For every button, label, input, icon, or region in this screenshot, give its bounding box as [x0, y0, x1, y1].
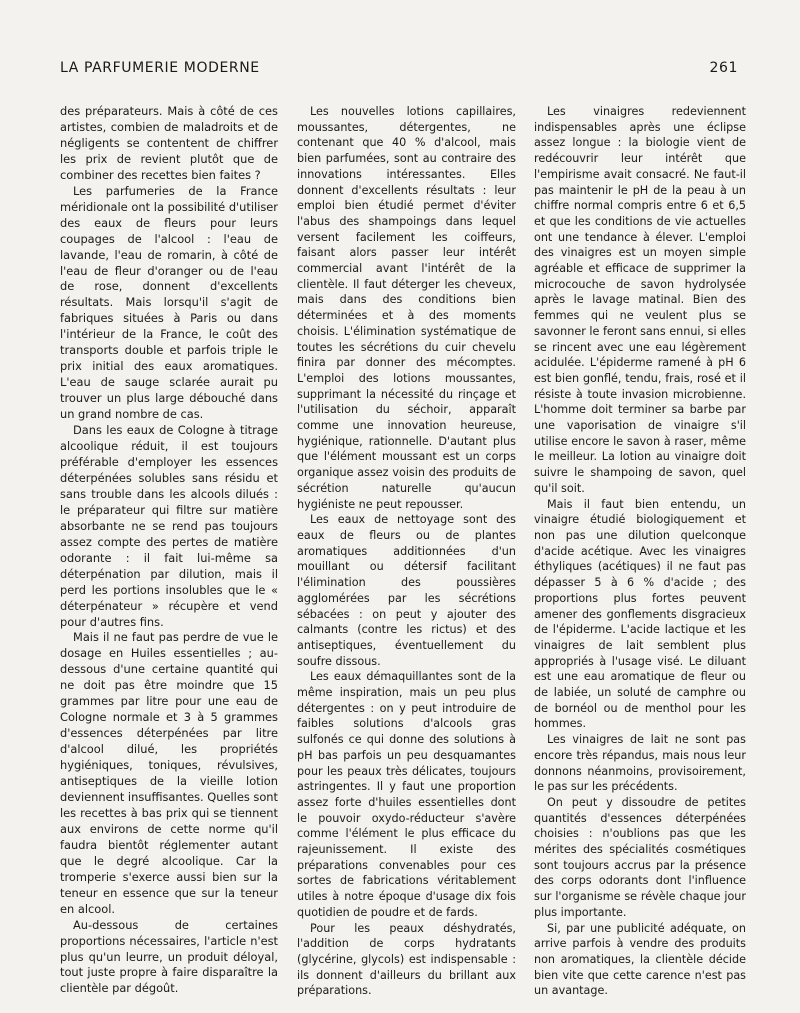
paragraph: Les vinaigres redeviennent indispensables après une éclipse assez longue : la biologie vient de redécouvrir leur intérêt que l'empirisme avait consacré. Ne faut-il pas maintenir le pH de la peau à un chiffre normal compris entre 6 et 6,5 et que les conditions de vie actuelles ont une tendance à élever. L'emploi des vinaigres est un moyen simple agréable et efficace de supprimer la microcouche de savon hydrolysée après le lavage matinal. Bien des femmes qui ne veulent plus se savonner le feront sans ennui, si elles se rincent avec une eau légèrement acidulée. L'épiderme ramené à pH 6 est bien gonflé, tendu, frais, rosé et il résiste à toute invasion microbienne. L'homme doit terminer sa barbe par une vaporisation de vinaigre s'il utilise encore le savon à raser, même le meilleur. La lotion au vinaigre doit suivre le shampoing de savon, quel qu'il soit. [534, 105, 746, 495]
paragraph: Les eaux démaquillantes sont de la même inspiration, mais un peu plus détergentes : on y peut introduire de faibles solutions d'alcools gras sulfonés ce qui donne des solutions à pH bas parfois un peu desquamantes pour les peaux très délicates, toujours astringentes. Il y faut une proportion assez forte d'huiles essentielles dont le pouvoir oxydo-réducteur s'avère comme l'élément le plus efficace du rajeunissement. Il existe des préparations convenables pour ces sortes de fabrications véritablement utiles à notre époque d'usage dix fois quotidien de poudre et de fards. [297, 670, 516, 919]
paragraph: Mais il faut bien entendu, un vinaigre étudié biologiquement et non pas une dilution quelconque d'acide acétique. Avec les vinaigres éthyliques (acétiques) il ne faut pas dépasser 5 à 6 % d'acide ; des proportions plus fortes peuvent amener des gonflements disgracieux de l'épiderme. L'acide lactique et les vinaigres de lait semblent plus appropriés à l'usage visé. Le diluant est une eau aromatique de fleur ou de labiée, un soluté de camphre ou de bornéol ou de menthol pour les hommes. [534, 497, 746, 731]
journal-title: LA PARFUMERIE MODERNE [60, 60, 260, 76]
paragraph: On peut y dissoudre de petites quantités d'essences déterpénées choisies : n'oublions pas que les mérites des spécialités cosmétiques sont toujours accrus par la présence des corps odorants dont l'influence sur l'organisme se révèle chaque jour plus importante. [534, 795, 746, 919]
paragraph: Dans les eaux de Cologne à titrage alcoolique réduit, il est toujours préférable d'employer les essences déterpénées solubles sans résidu et sans trouble dans les alcools dilués : le préparateur qui filtre sur matière absorbante ne se rend pas toujours assez compte des pertes de matière odorante : il fait lui-même sa déterpénation par dilution, mais il perd les portions insolubles que le « déterpénateur » récupère et vend pour d'autres fins. [60, 423, 278, 629]
paragraph: Les vinaigres de lait ne sont pas encore très répandus, mais nous leur donnons néanmoins, provisoirement, le pas sur les précédents. [534, 733, 746, 794]
paragraph: Les eaux de nettoyage sont des eaux de fleurs ou de plantes aromatiques additionnées d'un mouillant ou détersif facilitant l'élimination des poussières agglomérées par les sécrétions sébacées : on peut y ajouter des calmants (contre les rictus) et des antiseptiques, éventuellement du soufre dissous. [297, 513, 516, 668]
paragraph: Mais il ne faut pas perdre de vue le dosage en Huiles essentielles ; au-dessous d'une certaine quantité qui ne doit pas être moindre que 15 grammes par litre pour une eau de Cologne normale et 3 à 5 grammes d'essences déterpénées par litre d'alcool dilué, les propriétés hygiéniques, toniques, révulsives, antiseptiques de la vieille lotion deviennent insuffisantes. Quelles sont les recettes à bas prix qui se tiennent aux environs de cette norme qu'il faudra bientôt réglementer autant que le degré alcoolique. Car la tromperie s'exerce aussi bien sur la teneur en essence que sur la teneur en alcool. [60, 630, 278, 916]
running-header [60, 60, 738, 80]
paragraph: des préparateurs. Mais à côté de ces artistes, combien de maladroits et de négligents se contentent de chiffrer les prix de revient plutôt que de combiner des recettes bien faites ? [60, 104, 278, 182]
paragraph: Pour les peaux déshydratés, l'addition de corps hydratants (glycérine, glycols) est indispensable : ils donnent d'ailleurs du brillant aux préparations. [297, 921, 516, 998]
text-column-2 [297, 104, 516, 999]
paragraph: Si, par une publicité adéquate, on arrive parfois à vendre des produits non aromatiques, la clientèle décide bien vite que cette carence n'est pas un avantage. [534, 921, 746, 998]
text-column-3 [534, 104, 746, 999]
paragraph: Les parfumeries de la France méridionale ont la possibilité d'utiliser des eaux de fleurs pour leurs coupages de l'alcool : l'eau de lavande, l'eau de romarin, à côté de l'eau de fleur d'oranger ou de l'eau de rose, donnent d'excellents résultats. Mais lorsqu'il s'agit de fabriques situées à Paris ou dans l'intérieur de la France, le coût des transports double et parfois triple le prix initial des eaux aromatiques. L'eau de sauge sclarée aurait pu trouver un plus large débouché dans un grand nombre de cas. [60, 183, 278, 422]
paragraph: Au-dessous de certaines proportions nécessaires, l'article n'est plus qu'un leurre, un produit déloyal, tout juste propre à faire disparaître la clientèle par dégoût. [60, 917, 278, 996]
paragraph: Les nouvelles lotions capillaires, moussantes, détergentes, ne contenant que 40 % d'alcool, mais bien parfumées, sont au contraire des innovations intéressantes. Elles donnent d'excellents résultats : leur emploi bien étudié permet d'éviter l'abus des shampoings dans lequel versent facilement les coiffeurs, faisant alors passer leur intérêt commercial avant l'intérêt de la clientèle. Il faut déterger les cheveux, mais dans des conditions bien déterminées et à des moments choisis. L'élimination systématique de toutes les sécrétions du cuir chevelu finira par donner des mécomptes. L'emploi des lotions moussantes, supprimant la nécessité du rinçage et l'utilisation du séchoir, apparaît comme une innovation heureuse, hygiénique, rationnelle. D'autant plus que l'élément moussant est un corps organique assez voisin des produits de sécrétion naturelle qu'aucun hygiéniste ne peut repousser. [297, 105, 516, 511]
text-column-1 [60, 104, 278, 997]
page-number: 261 [709, 60, 738, 76]
